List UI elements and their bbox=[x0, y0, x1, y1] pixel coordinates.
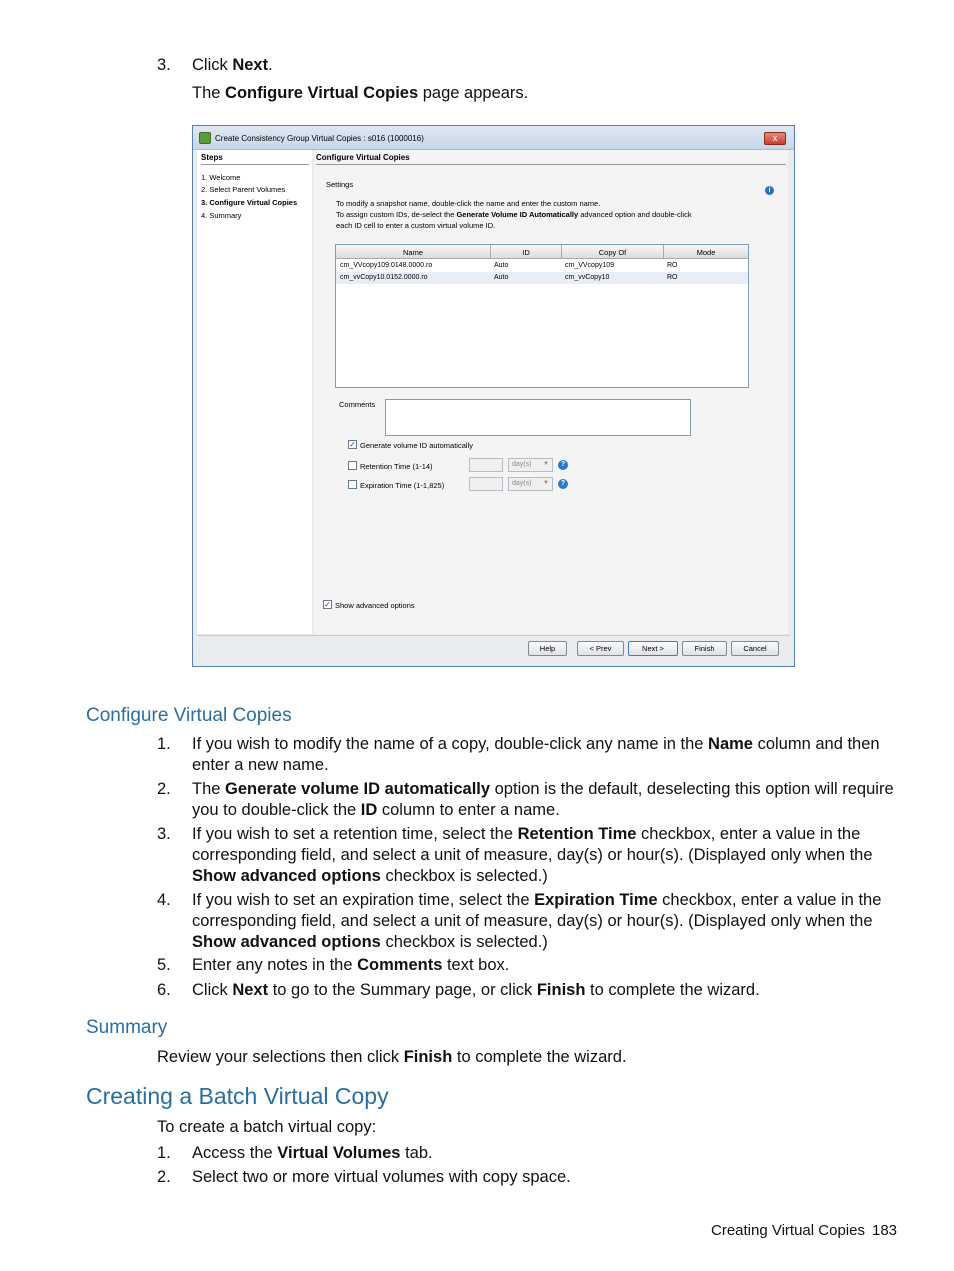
help-button[interactable]: Help bbox=[528, 641, 567, 656]
bold-text: Show advanced options bbox=[192, 867, 381, 885]
text: to complete the wizard. bbox=[452, 1048, 627, 1066]
col-copy-of[interactable]: Copy Of bbox=[598, 248, 627, 257]
intro-appears bbox=[192, 83, 528, 104]
chevron-down-icon: ▼ bbox=[543, 480, 549, 486]
show-advanced-checkbox[interactable]: ✓ bbox=[324, 600, 331, 609]
info-icon: i bbox=[765, 186, 774, 195]
list-number: 6. bbox=[157, 981, 171, 999]
table-header bbox=[336, 245, 748, 259]
retention-label: Retention Time (1-14) bbox=[360, 462, 433, 471]
text: to go to the Summary page, or click bbox=[268, 981, 537, 999]
list-number: 2. bbox=[157, 780, 171, 798]
expiration-unit-select[interactable] bbox=[508, 477, 553, 491]
list-number: 5. bbox=[157, 956, 171, 974]
finish-button[interactable]: Finish bbox=[682, 641, 727, 656]
chevron-down-icon: ▼ bbox=[543, 461, 549, 467]
col-name[interactable]: Name bbox=[402, 248, 423, 257]
col-id[interactable]: ID bbox=[522, 248, 530, 257]
step-item-select-parent[interactable]: 2. Select Parent Volumes bbox=[201, 185, 286, 194]
cell-copy-of: cm_vvCopy10 bbox=[565, 274, 610, 281]
list-text bbox=[192, 955, 897, 976]
retention-unit-select[interactable] bbox=[508, 458, 553, 472]
list-item bbox=[157, 890, 897, 953]
bold-text: Expiration Time bbox=[534, 891, 658, 909]
expiration-label: Expiration Time (1-1,825) bbox=[360, 481, 445, 490]
list-number: 4. bbox=[157, 891, 171, 909]
text: column to enter a name. bbox=[377, 801, 560, 819]
table-row[interactable] bbox=[336, 260, 748, 272]
text: The bbox=[192, 84, 226, 102]
text: If you wish to set an expiration time, select the bbox=[192, 891, 535, 909]
show-advanced-label: Show advanced options bbox=[335, 601, 415, 610]
list-item bbox=[157, 1143, 897, 1164]
help-icon[interactable]: ? bbox=[558, 479, 568, 489]
text: Click bbox=[192, 981, 233, 999]
text: To assign custom IDs, de-select the bbox=[336, 210, 457, 219]
bold-text: ID bbox=[360, 801, 378, 819]
step-text: Click bbox=[192, 56, 233, 74]
step-item-summary[interactable]: 4. Summary bbox=[201, 211, 242, 220]
bold-text: Configure Virtual Copies bbox=[225, 84, 419, 102]
configure-heading: Configure Virtual Copies bbox=[86, 705, 292, 726]
checkbox-icon[interactable]: ✓ bbox=[349, 440, 356, 449]
list-item bbox=[157, 779, 897, 821]
cell-id[interactable]: Auto bbox=[494, 274, 509, 281]
next-button[interactable]: Next > bbox=[628, 641, 678, 656]
text: tab. bbox=[400, 1144, 433, 1162]
list-number: 1. bbox=[157, 1144, 171, 1162]
bold-text: Finish bbox=[403, 1048, 453, 1066]
cell-mode: RO bbox=[667, 262, 678, 269]
text: Access the bbox=[192, 1144, 278, 1162]
bold-text: Next bbox=[232, 981, 269, 999]
text: If you wish to set a retention time, select the bbox=[192, 825, 518, 843]
step-number: 3. bbox=[157, 56, 171, 74]
intro-step-3 bbox=[157, 55, 273, 76]
col-mode[interactable]: Mode bbox=[696, 248, 716, 257]
bold-text: Retention Time bbox=[517, 825, 637, 843]
footer-section: Creating Virtual Copies bbox=[711, 1222, 865, 1239]
list-text bbox=[192, 890, 897, 953]
cell-copy-of: cm_VVcopy109 bbox=[565, 262, 615, 269]
instruction-line-2 bbox=[336, 210, 692, 219]
cell-mode: RO bbox=[667, 274, 678, 281]
window-title: Create Consistency Group Virtual Copies : s016 (1000016) bbox=[215, 134, 424, 143]
list-text bbox=[192, 734, 897, 776]
app-icon bbox=[199, 132, 211, 144]
batch-intro: To create a batch virtual copy: bbox=[157, 1118, 377, 1136]
cancel-button[interactable]: Cancel bbox=[731, 641, 779, 656]
cell-name[interactable]: cm_VVcopy109.0148.0000.ro bbox=[340, 262, 433, 269]
text: If you wish to modify the name of a copy, double-click any name in the bbox=[192, 735, 709, 753]
list-text bbox=[192, 1143, 897, 1164]
gen-id-label: Generate volume ID automatically bbox=[360, 441, 473, 450]
list-text bbox=[192, 824, 897, 887]
step-bold: Next bbox=[232, 56, 269, 74]
settings-label: Settings bbox=[326, 180, 354, 189]
divider bbox=[316, 164, 786, 165]
bold-text: Virtual Volumes bbox=[277, 1144, 401, 1162]
cell-id[interactable]: Auto bbox=[494, 262, 509, 269]
summary-heading: Summary bbox=[86, 1017, 168, 1038]
divider bbox=[201, 164, 309, 165]
step-text: . bbox=[268, 56, 273, 74]
text: checkbox is selected.) bbox=[380, 867, 548, 885]
list-item bbox=[157, 1167, 897, 1188]
comments-label: Comments bbox=[339, 400, 376, 409]
instruction-line-3: each ID cell to enter a custom virtual volume ID. bbox=[336, 221, 496, 230]
list-text bbox=[192, 779, 897, 821]
window-titlebar bbox=[193, 126, 794, 150]
select-value: day(s) bbox=[512, 461, 532, 468]
panel-header: Configure Virtual Copies bbox=[316, 153, 410, 162]
bold-text: Generate Volume ID Automatically bbox=[456, 210, 579, 219]
prev-button[interactable]: < Prev bbox=[577, 641, 624, 656]
bold-text: Generate volume ID automatically bbox=[225, 780, 491, 798]
list-number: 3. bbox=[157, 825, 171, 843]
bold-text: Name bbox=[708, 735, 753, 753]
list-number: 1. bbox=[157, 735, 171, 753]
main-panel bbox=[314, 150, 788, 634]
batch-heading: Creating a Batch Virtual Copy bbox=[86, 1083, 389, 1109]
summary-text bbox=[157, 1047, 627, 1068]
copies-table bbox=[335, 244, 749, 388]
bold-text: Finish bbox=[536, 981, 586, 999]
text: page appears. bbox=[418, 84, 529, 102]
text: Review your selections then click bbox=[157, 1048, 404, 1066]
bold-text: Show advanced options bbox=[192, 933, 381, 951]
list-text bbox=[192, 980, 897, 1001]
list-number: 2. bbox=[157, 1168, 171, 1186]
step-item-welcome[interactable]: 1. Welcome bbox=[201, 173, 241, 182]
steps-header: Steps bbox=[201, 153, 223, 162]
list-item bbox=[157, 824, 897, 887]
comments-textarea[interactable] bbox=[385, 399, 691, 436]
text: text box. bbox=[442, 956, 510, 974]
table-row[interactable] bbox=[336, 272, 748, 284]
close-icon[interactable]: x bbox=[764, 132, 786, 145]
text: Enter any notes in the bbox=[192, 956, 358, 974]
cell-name[interactable]: cm_vvCopy10.0152.0000.ro bbox=[340, 274, 428, 281]
text: checkbox, enter a value in the corresponding field, and select a unit of measure, day(s) or hour(s). (Displayed only when the bbox=[192, 825, 873, 864]
list-item bbox=[157, 734, 897, 776]
text: advanced option and double-click bbox=[578, 210, 692, 219]
list-text bbox=[192, 1167, 897, 1188]
retention-value-input[interactable] bbox=[469, 458, 503, 472]
expiration-value-input[interactable] bbox=[469, 477, 503, 491]
retention-checkbox[interactable] bbox=[348, 461, 357, 470]
steps-panel bbox=[197, 150, 312, 634]
text: checkbox is selected.) bbox=[380, 933, 548, 951]
list-item bbox=[157, 980, 897, 1001]
list-item bbox=[157, 955, 897, 976]
text: checkbox, enter a value in the corresponding field, and select a unit of measure, day(s) or hour(s). (Displayed only when the bbox=[192, 891, 882, 930]
select-value: day(s) bbox=[512, 480, 532, 487]
bold-text: Comments bbox=[357, 956, 443, 974]
text: option is the default, deselecting this option will require you to double-click the bbox=[192, 780, 894, 819]
instruction-line-1: To modify a snapshot name, double-click the name and enter the custom name. bbox=[336, 199, 601, 208]
step-item-configure[interactable]: 3. Configure Virtual Copies bbox=[201, 198, 298, 207]
button-bar bbox=[197, 635, 790, 663]
wizard-window bbox=[192, 125, 795, 667]
text: to complete the wizard. bbox=[585, 981, 760, 999]
page-number: 183 bbox=[872, 1222, 898, 1239]
text: column and then enter a new name. bbox=[192, 735, 880, 774]
expiration-checkbox[interactable] bbox=[348, 480, 357, 489]
help-icon[interactable]: ? bbox=[558, 460, 568, 470]
text: The bbox=[192, 780, 226, 798]
text: Select two or more virtual volumes with copy space. bbox=[192, 1168, 571, 1186]
